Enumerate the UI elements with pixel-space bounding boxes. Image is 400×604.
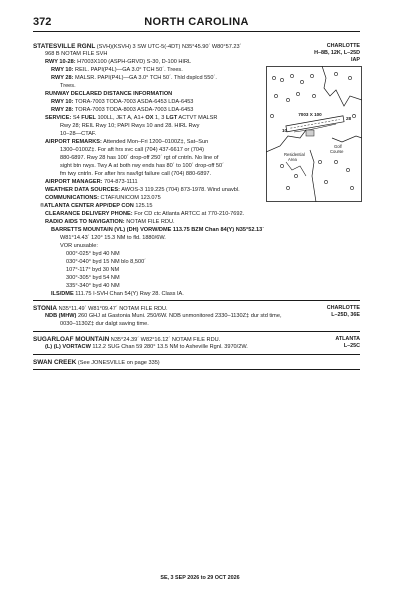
section-rule xyxy=(33,331,360,332)
vor-unusable-item: 107°-117° byd 30 NM xyxy=(66,267,120,273)
statesville-rwy28-line: RWY 28: MALSR. PAPI(P4L)—GA 3.0° TCH 50´. Thld dsplcd 550´. xyxy=(51,75,217,81)
barretts-coords-line: W81°14.43´ 120° 15.3 NM to fld. 1880/6W. xyxy=(60,235,166,241)
remarks-line-3: 880-6897. Rwy 28 has 100´ drop-off 250´ rgt of cntrln. No line of xyxy=(60,155,219,161)
declared-rwy10-line: RWY 10: TORA-7003 TODA-7003 ASDA-6453 LDA-6453 xyxy=(51,99,194,105)
runway-end-10-label: 10 xyxy=(282,128,288,133)
approach-circle-r-icon: ® xyxy=(40,203,45,209)
sugarloaf-title-line: SUGARLOAF MOUNTAIN N35°24.39´ W82°16.12´ NOTAM FILE RDU. xyxy=(33,336,221,343)
statesville-elev-line: 968 B NOTAM FILE SVH xyxy=(45,51,108,57)
statesville-trees-line: Trees. xyxy=(60,83,76,89)
vor-unusable-item: 030°-040° byd 15 NM blo 8,500´ xyxy=(66,259,147,265)
statesville-rwy-line: RWY 10-28: H7003X100 (ASPH-GRVD) S-30, D-100 HIRL xyxy=(45,59,192,65)
vor-unusable-item: 000°-025° byd 40 NM xyxy=(66,251,120,257)
statesville-side-refs: CHARLOTTE H–8B, 12K, L–25D IAP xyxy=(314,43,360,64)
service-line-3: 10–28—CTAF. xyxy=(60,131,97,137)
ils-dme-line: ILS/DME 111.75 I-SVH Chan 54(Y) Rwy 28. Class IA. xyxy=(51,291,184,297)
swan-creek-line: SWAN CREEK (See JONESVILLE on page 335) xyxy=(33,359,160,366)
statesville-rwy10-line: RWY 10: REIL. PAPI(P4L)—GA 3.0° TCH 50´. Trees. xyxy=(51,67,183,73)
declared-rwy28-line: RWY 28: TORA-7003 TODA-8003 ASDA-7003 LDA-6453 xyxy=(51,107,194,113)
stonia-ndb-line: NDB (MHW) 260 GHJ at Gastonia Muni. 250/6W. NDB unmonitored 2330–1130Z‡ dur std time, xyxy=(45,313,282,319)
airport-diagram xyxy=(266,66,362,202)
section-rule xyxy=(33,300,360,301)
radio-aids-line: RADIO AIDS TO NAVIGATION: NOTAM FILE RDU. xyxy=(45,219,175,225)
vor-unusable-item: 300°-305° byd 54 NM xyxy=(66,275,120,281)
state-title: NORTH CAROLINA xyxy=(144,16,249,28)
page-footer: SE, 3 SEP 2026 to 29 OCT 2026 xyxy=(160,575,240,581)
service-line-2: Rwy 28; REIL Rwy 10; PAPI Rwys 10 and 28. HIRL Rwy xyxy=(60,123,200,129)
header-rule xyxy=(33,31,360,32)
stonia-title-line: STONIA N35°11.49´ W81°09.47´ NOTAM FILE RDU. xyxy=(33,305,168,312)
page-header xyxy=(33,16,360,30)
page-number: 372 xyxy=(33,16,52,28)
statesville-title-line: STATESVILLE RGNL (SVH)(KSVH) 3 SW UTC-5(-4DT) N35°45.90´ W80°57.23´ xyxy=(33,43,242,50)
remarks-line-4: sight btn rwys. Twy A at both rwy ends has 80´ to 100´ drop-off 50´ xyxy=(60,163,224,169)
communications-line: COMMUNICATIONS: CTAF/UNICOM 123.075 xyxy=(45,195,161,201)
section-rule xyxy=(33,354,360,355)
remarks-line-2: 1300–0100Z‡. For aft hrs svc call (704) 437-6617 or (704) xyxy=(60,147,204,153)
sugarloaf-side-refs: ATLANTA L–25C xyxy=(335,336,360,350)
residential-area-label: Residential Area xyxy=(284,152,305,162)
airport-manager-line: AIRPORT MANAGER: 704-873-1111 xyxy=(45,179,138,185)
vor-unusable-label: VOR unusable: xyxy=(60,243,98,249)
declared-distance-heading: RUNWAY DECLARED DISTANCE INFORMATION xyxy=(45,91,173,97)
stonia-ndb-line-2: 0030–1130Z‡ dur dalgt saving time. xyxy=(60,321,149,327)
airport-remarks-line: AIRPORT REMARKS: Attended Mon–Fri 1200–0100Z‡, Sat–Sun xyxy=(45,139,209,145)
weather-data-line: WEATHER DATA SOURCES: AWOS-3 119.225 (704) 873-1978. Wind unavbl. xyxy=(45,187,240,193)
service-line: SERVICE: S4 FUEL 100LL, JET A, A1+ OX 1, 3 LGT ACTVT MALSR xyxy=(45,115,218,121)
runway-dimension-label: 7003 X 100 xyxy=(298,112,322,117)
section-rule xyxy=(33,369,360,370)
golf-course-label: Golf Course xyxy=(330,144,344,154)
clearance-delivery-line: CLEARANCE DELIVERY PHONE: For CD ctc Atlanta ARTCC at 770-210-7692. xyxy=(45,211,245,217)
stonia-side-refs: CHARLOTTE L–25D, 36E xyxy=(326,305,360,319)
approach-control-line: ®ATLANTA CENTER APP/DEP CON 125.15 xyxy=(40,203,153,209)
barretts-vor-line: BARRETTS MOUNTAIN (VL) (DH) VORW/DME 113.75 BZM Chan 84(Y) N35°52.13´ xyxy=(51,227,265,233)
remarks-line-5: fm twy cntrln. For after hrs nav/lgt failure call (704) 880-6897. xyxy=(60,171,212,177)
sugarloaf-vortac-line: (L) (L) VORTACW 112.2 SUG Chan 59 280° 13.5 NM to Asheville Rgnl. 3970/2W. xyxy=(45,344,248,350)
runway-end-28-label: 28 xyxy=(346,116,352,121)
vor-unusable-item: 335°-340° byd 40 NM xyxy=(66,283,120,289)
